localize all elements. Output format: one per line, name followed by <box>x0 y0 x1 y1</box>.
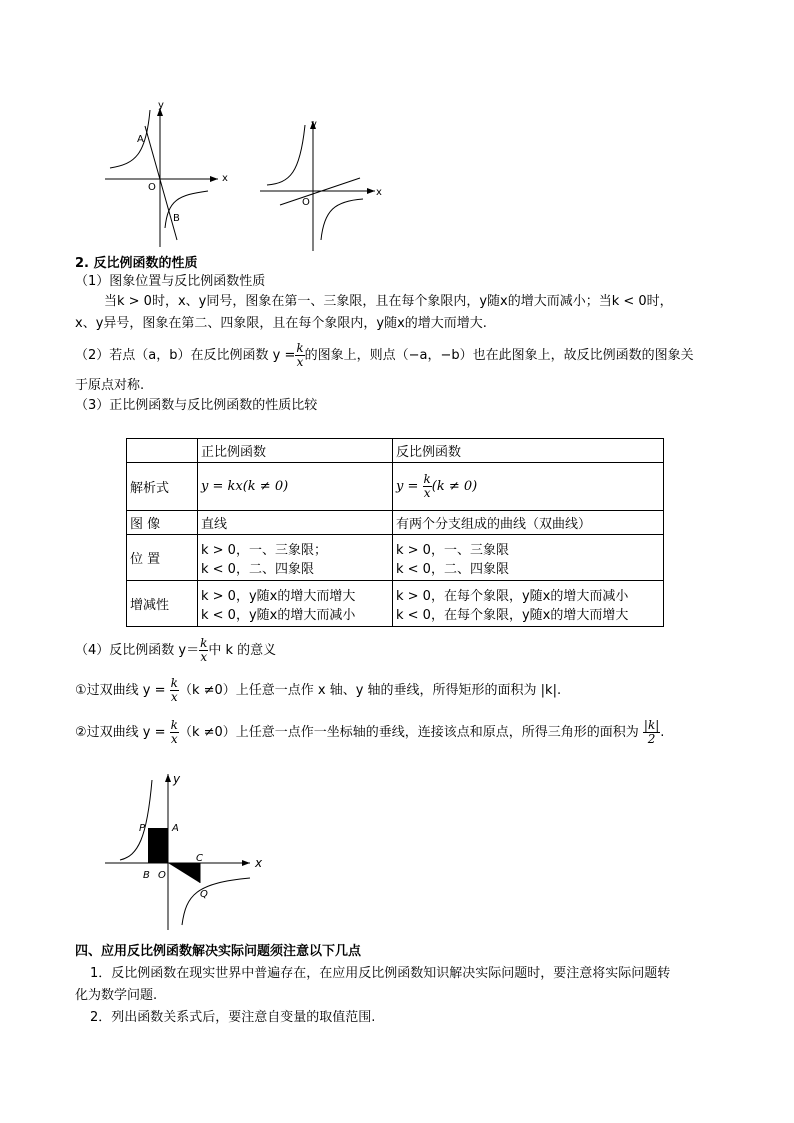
meaning-p2-den: x <box>170 732 178 746</box>
graph2-y-label: y <box>311 119 317 130</box>
graph-hyperbola-with-line <box>100 100 235 250</box>
graph1-point-b-label: B <box>173 213 180 224</box>
meaning-title-part2: 中 k 的意义 <box>208 643 277 658</box>
meaning-p2-end: . <box>660 725 665 740</box>
graph1-x-label: x <box>222 173 228 184</box>
graph3-point-a-label: A <box>172 823 179 834</box>
meaning-title-part1: （4）反比例函数 y＝ <box>75 643 200 658</box>
table-header-row <box>127 439 664 463</box>
meaning-p1-fraction <box>170 677 179 704</box>
property-item1-line1: 当k > 0时，x、y同号，图象在第一、三象限，且在每个象限内，y随x的增大而减小；当k < 0时， <box>104 294 673 309</box>
inverse-formula-suffix: (k ≠ 0) <box>431 479 478 494</box>
table-label-image: 图 像 <box>127 511 198 535</box>
table-label-position: 位 置 <box>127 535 198 581</box>
meaning-p1-part1: ①过双曲线 y = <box>75 683 166 698</box>
inverse-position-line2: k < 0，二、四象限 <box>396 561 509 577</box>
table-direct-trend <box>198 581 393 627</box>
inverse-formula-prefix: y = <box>396 479 419 494</box>
item2-fraction <box>295 342 304 369</box>
direct-trend-line1: k > 0，y随x的增大而增大 <box>201 588 356 604</box>
table-inverse-position <box>393 535 664 581</box>
section4-p2: 2．列出函数关系式后，要注意自变量的取值范围. <box>90 1010 376 1025</box>
graph2-origin-label: O <box>302 197 310 208</box>
comparison-table <box>126 438 664 627</box>
table-header-inverse: 反比例函数 <box>393 439 664 463</box>
property-item3-title: （3）正比例函数与反比例函数的性质比较 <box>75 398 318 413</box>
meaning-p1-num: k <box>170 676 178 690</box>
table-header-empty <box>127 439 198 463</box>
table-direct-formula: y = kx(k ≠ 0) <box>198 463 393 511</box>
graph1-origin-label: O <box>148 182 156 193</box>
table-row-formula <box>127 463 664 511</box>
property-item2-line1 <box>75 340 694 372</box>
meaning-p2-result-fraction <box>643 719 660 746</box>
graph3-y-label: y <box>173 772 181 786</box>
meaning-p2-fraction <box>170 719 179 746</box>
meaning-title-den: x <box>200 650 208 664</box>
item2-text-part2: 的图象上，则点（−a，−b）也在此图象上，故反比例函数的图象关 <box>304 348 694 363</box>
inverse-trend-line2: k < 0，在每个象限，y随x的增大而增大 <box>396 607 629 623</box>
meaning-p2-result-num: |k| <box>643 718 660 732</box>
graph3-x-label: x <box>255 856 263 870</box>
meaning-p2-part2: （k ≠0）上任意一点作一坐标轴的垂线，连接该点和原点，所得三角形的面积为 <box>178 725 639 740</box>
graph1-y-label: y <box>158 100 164 111</box>
inverse-position-line1: k > 0，一、三象限 <box>396 542 509 558</box>
graph-hyperbola-increasing <box>255 115 390 255</box>
item2-text-part1: （2）若点（a，b）在反比例函数 y = <box>75 348 296 363</box>
graph-area-meaning <box>100 770 270 935</box>
property-item2-line2: 于原点对称. <box>75 378 145 393</box>
table-direct-position <box>198 535 393 581</box>
graph3-origin-label: O <box>158 870 166 881</box>
inverse-trend-line1: k > 0，在每个象限，y随x的增大而减小 <box>396 588 629 604</box>
property-item1-title: （1）图象位置与反比例函数性质 <box>75 274 266 289</box>
meaning-title-num: k <box>200 636 208 650</box>
inverse-formula-fraction <box>423 473 432 500</box>
table-row-image <box>127 511 664 535</box>
meaning-title-fraction <box>199 637 208 664</box>
section4-p1-line2: 化为数学问题. <box>75 988 158 1003</box>
graph3-point-c-label: C <box>196 853 203 864</box>
item2-fraction-den: x <box>296 355 304 369</box>
property-item1-line2: x、y异号，图象在第二、四象限，且在每个象限内，y随x的增大而增大. <box>75 316 487 331</box>
table-row-position <box>127 535 664 581</box>
table-direct-image: 直线 <box>198 511 393 535</box>
table-inverse-trend <box>393 581 664 627</box>
section4-heading: 四、应用反比例函数解决实际问题须注意以下几点 <box>75 944 362 959</box>
direct-position-line1: k > 0，一、三象限； <box>201 542 327 558</box>
meaning-title <box>75 634 276 668</box>
inverse-formula-den: x <box>423 486 431 500</box>
graph3-point-b-label: B <box>143 870 150 881</box>
table-header-direct: 正比例函数 <box>198 439 393 463</box>
meaning-paragraph-2 <box>75 715 664 751</box>
graph3-point-p-label: P <box>139 823 146 834</box>
meaning-paragraph-1 <box>75 674 561 708</box>
meaning-p1-den: x <box>170 690 178 704</box>
meaning-p2-num: k <box>170 718 178 732</box>
meaning-p2-result-den: 2 <box>647 732 656 746</box>
meaning-p2-part1: ②过双曲线 y = <box>75 725 166 740</box>
table-inverse-formula <box>393 463 664 511</box>
graph1-point-a-label: A <box>137 134 144 145</box>
direct-position-line2: k < 0，二、四象限 <box>201 561 314 577</box>
table-inverse-image: 有两个分支组成的曲线（双曲线） <box>393 511 664 535</box>
graph3-point-q-label: Q <box>200 889 208 900</box>
table-label-trend: 增减性 <box>127 581 198 627</box>
meaning-p1-part2: （k ≠0）上任意一点作 x 轴、y 轴的垂线，所得矩形的面积为 |k|. <box>178 683 562 698</box>
inverse-formula-num: k <box>423 472 431 486</box>
item2-fraction-num: k <box>296 341 304 355</box>
graph2-x-label: x <box>376 187 382 198</box>
direct-trend-line2: k < 0，y随x的增大而减小 <box>201 607 356 623</box>
table-label-formula: 解析式 <box>127 463 198 511</box>
section4-p1-line1: 1．反比例函数在现实世界中普遍存在，在应用反比例函数知识解决实际问题时，要注意将实际问题转 <box>90 966 671 981</box>
section2-heading: 2. 反比例函数的性质 <box>75 256 198 271</box>
table-row-trend <box>127 581 664 627</box>
